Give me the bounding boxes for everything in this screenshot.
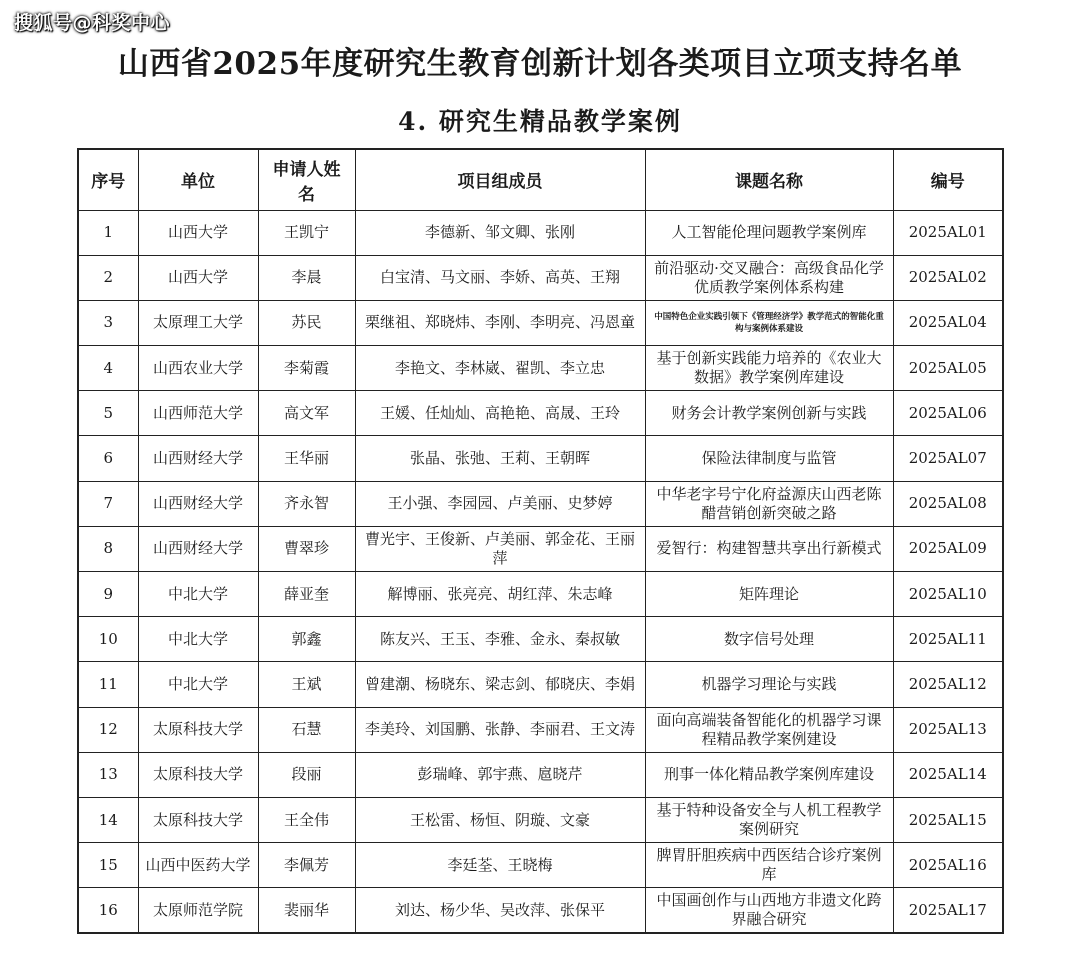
cell-code: 2025AL16: [893, 843, 1003, 888]
cell-unit: 山西大学: [138, 255, 258, 300]
cell-applicant: 李佩芳: [258, 843, 355, 888]
cell-index: 3: [78, 300, 138, 345]
cell-applicant: 裴丽华: [258, 888, 355, 933]
cell-topic: 基于特种设备安全与人机工程教学案例研究: [645, 797, 893, 842]
cell-members: 李廷荃、王晓梅: [355, 843, 645, 888]
cell-topic: 中国画创作与山西地方非遗文化跨界融合研究: [645, 888, 893, 933]
cell-topic: 面向高端装备智能化的机器学习课程精品教学案例建设: [645, 707, 893, 752]
project-list-table: [77, 148, 1004, 934]
cell-applicant: 李晨: [258, 255, 355, 300]
cell-code: 2025AL14: [893, 752, 1003, 797]
table-row: [78, 481, 1003, 526]
cell-index: 12: [78, 707, 138, 752]
header-unit: 单位: [138, 149, 258, 210]
cell-topic: [645, 300, 893, 345]
cell-code: 2025AL13: [893, 707, 1003, 752]
cell-topic: 人工智能伦理问题教学案例库: [645, 210, 893, 255]
cell-members: 栗继祖、郑晓炜、李刚、李明亮、冯恩童: [355, 300, 645, 345]
cell-unit: 太原科技大学: [138, 752, 258, 797]
page-title: 山西省2025年度研究生教育创新计划各类项目立项支持名单: [117, 46, 963, 82]
cell-topic-text: 中国特色企业实践引领下《管理经济学》教学范式的智能化重构与案例体系建设: [654, 311, 884, 334]
cell-applicant: 李菊霞: [258, 346, 355, 391]
cell-applicant: 王华丽: [258, 436, 355, 481]
cell-applicant: 薛亚奎: [258, 572, 355, 617]
cell-topic: 中华老字号宁化府益源庆山西老陈醋营销创新突破之路: [645, 481, 893, 526]
table-row: [78, 436, 1003, 481]
cell-applicant: 王全伟: [258, 797, 355, 842]
cell-index: 2: [78, 255, 138, 300]
cell-applicant: 齐永智: [258, 481, 355, 526]
cell-index: 6: [78, 436, 138, 481]
cell-unit: 山西师范大学: [138, 391, 258, 436]
table-body: [78, 210, 1003, 933]
cell-topic: 前沿驱动·交叉融合：高级食品化学优质教学案例体系构建: [645, 255, 893, 300]
cell-index: 16: [78, 888, 138, 933]
cell-topic: 矩阵理论: [645, 572, 893, 617]
cell-topic: 基于创新实践能力培养的《农业大数据》教学案例库建设: [645, 346, 893, 391]
watermark: 搜狐号@科奖中心: [14, 12, 171, 34]
cell-unit: 山西财经大学: [138, 481, 258, 526]
cell-applicant: 王斌: [258, 662, 355, 707]
cell-index: 15: [78, 843, 138, 888]
table-row: [78, 797, 1003, 842]
cell-members: 李艳文、李林崴、翟凯、李立忠: [355, 346, 645, 391]
cell-code: 2025AL06: [893, 391, 1003, 436]
cell-unit: 山西中医药大学: [138, 843, 258, 888]
table-row: [78, 752, 1003, 797]
cell-unit: 中北大学: [138, 662, 258, 707]
table-row: [78, 526, 1003, 571]
cell-members: 彭瑞峰、郭宇燕、扈晓芹: [355, 752, 645, 797]
cell-unit: 山西大学: [138, 210, 258, 255]
cell-index: 5: [78, 391, 138, 436]
cell-index: 7: [78, 481, 138, 526]
cell-topic: 数字信号处理: [645, 617, 893, 662]
cell-index: 13: [78, 752, 138, 797]
cell-code: 2025AL01: [893, 210, 1003, 255]
cell-index: 11: [78, 662, 138, 707]
cell-unit: 太原科技大学: [138, 797, 258, 842]
cell-code: 2025AL05: [893, 346, 1003, 391]
cell-members: 曹光宇、王俊新、卢美丽、郭金花、王丽萍: [355, 526, 645, 571]
cell-members: 王媛、任灿灿、高艳艳、高晟、王玲: [355, 391, 645, 436]
table-row: [78, 662, 1003, 707]
cell-index: 4: [78, 346, 138, 391]
cell-members: 刘达、杨少华、吴改萍、张保平: [355, 888, 645, 933]
table-row: [78, 707, 1003, 752]
cell-index: 9: [78, 572, 138, 617]
cell-code: 2025AL09: [893, 526, 1003, 571]
cell-code: 2025AL11: [893, 617, 1003, 662]
cell-unit: 山西财经大学: [138, 526, 258, 571]
cell-members: 王小强、李园园、卢美丽、史梦婷: [355, 481, 645, 526]
cell-members: 王松雷、杨恒、阴璇、文豪: [355, 797, 645, 842]
cell-members: 白宝清、马文丽、李娇、高英、王翔: [355, 255, 645, 300]
cell-topic: 脾胃肝胆疾病中西医结合诊疗案例库: [645, 843, 893, 888]
cell-index: 8: [78, 526, 138, 571]
table-header-row: [78, 149, 1003, 210]
cell-topic: 机器学习理论与实践: [645, 662, 893, 707]
cell-code: 2025AL07: [893, 436, 1003, 481]
cell-topic: 财务会计教学案例创新与实践: [645, 391, 893, 436]
cell-unit: 太原师范学院: [138, 888, 258, 933]
table-row: [78, 391, 1003, 436]
table-row: [78, 617, 1003, 662]
header-applicant: 申请人姓名: [258, 149, 355, 210]
cell-topic: 刑事一体化精品教学案例库建设: [645, 752, 893, 797]
cell-unit: 山西财经大学: [138, 436, 258, 481]
table-row: [78, 843, 1003, 888]
cell-index: 10: [78, 617, 138, 662]
cell-code: 2025AL15: [893, 797, 1003, 842]
cell-unit: 太原理工大学: [138, 300, 258, 345]
cell-code: 2025AL12: [893, 662, 1003, 707]
cell-applicant: 曹翠珍: [258, 526, 355, 571]
cell-applicant: 段丽: [258, 752, 355, 797]
header-index: 序号: [78, 149, 138, 210]
table-row: [78, 572, 1003, 617]
cell-members: 张晶、张弛、王莉、王朝晖: [355, 436, 645, 481]
cell-applicant: 郭鑫: [258, 617, 355, 662]
cell-applicant: 石慧: [258, 707, 355, 752]
header-code: 编号: [893, 149, 1003, 210]
header-topic: 课题名称: [645, 149, 893, 210]
section-subtitle: 4. 研究生精品教学案例: [398, 107, 682, 136]
table-row: [78, 888, 1003, 933]
table-row: [78, 210, 1003, 255]
cell-members: 曾建潮、杨晓东、梁志剑、郁晓庆、李娟: [355, 662, 645, 707]
cell-unit: 中北大学: [138, 617, 258, 662]
cell-applicant: 苏民: [258, 300, 355, 345]
table-row: [78, 346, 1003, 391]
cell-unit: 山西农业大学: [138, 346, 258, 391]
cell-members: 李美玲、刘国鹏、张静、李丽君、王文涛: [355, 707, 645, 752]
cell-code: 2025AL10: [893, 572, 1003, 617]
cell-members: 陈友兴、王玉、李雅、金永、秦叔敏: [355, 617, 645, 662]
cell-topic: 爱智行：构建智慧共享出行新模式: [645, 526, 893, 571]
cell-applicant: 高文军: [258, 391, 355, 436]
cell-code: 2025AL08: [893, 481, 1003, 526]
cell-index: 1: [78, 210, 138, 255]
cell-members: 李德新、邹文卿、张刚: [355, 210, 645, 255]
cell-code: 2025AL17: [893, 888, 1003, 933]
cell-members: 解博丽、张亮亮、胡红萍、朱志峰: [355, 572, 645, 617]
cell-code: 2025AL02: [893, 255, 1003, 300]
cell-topic: 保险法律制度与监管: [645, 436, 893, 481]
header-members: 项目组成员: [355, 149, 645, 210]
table-row: [78, 300, 1003, 345]
cell-applicant: 王凯宁: [258, 210, 355, 255]
cell-index: 14: [78, 797, 138, 842]
table-row: [78, 255, 1003, 300]
cell-unit: 中北大学: [138, 572, 258, 617]
cell-code: 2025AL04: [893, 300, 1003, 345]
cell-unit: 太原科技大学: [138, 707, 258, 752]
